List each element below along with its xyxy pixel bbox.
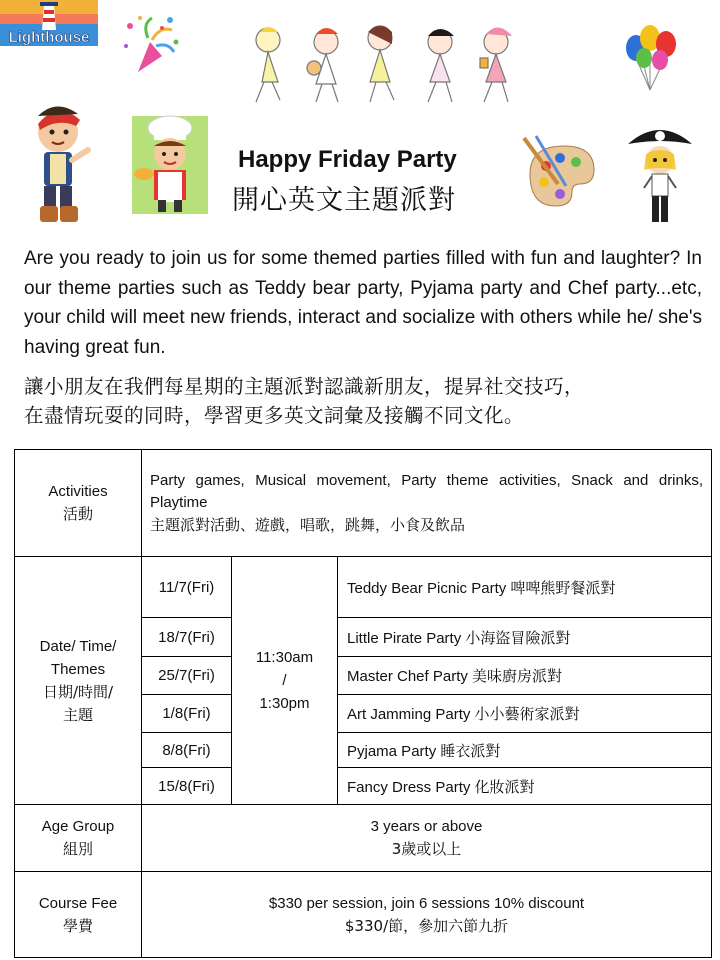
pirate-boy-illustration [24, 102, 98, 226]
schedule-theme: Art Jamming Party 小小藝術家派對 [338, 695, 712, 733]
schedule-theme: Pyjama Party 睡衣派對 [338, 733, 712, 768]
activities-description: Party games, Musical movement, Party theme activities, Snack and drinks, Playtime 主題派對活動、遊戲，唱歌，跳舞，小食及飲品 [142, 450, 712, 557]
intro-chinese [24, 372, 714, 430]
age-group-label: Age Group 組別 [15, 805, 142, 872]
schedule-date: 8/8(Fri) [142, 733, 232, 768]
schedule-date: 18/7(Fri) [142, 618, 232, 657]
schedule-date: 15/8(Fri) [142, 768, 232, 805]
paint-palette-icon [520, 134, 596, 214]
age-group-value: 3 years or above 3歲或以上 [142, 805, 712, 872]
schedule-theme: Master Chef Party 美味廚房派對 [338, 657, 712, 695]
schedule-theme: Fancy Dress Party 化妝派對 [338, 768, 712, 805]
balloons-icon [616, 18, 684, 94]
logo-text: Lighthouse [8, 29, 90, 46]
course-fee-value: $330 per session, join 6 sessions 10% discount $330/節，參加六節九折 [142, 872, 712, 958]
chef-boy-illustration [128, 112, 212, 216]
intro-english: Are you ready to join us for some themed parties filled with fun and laughter? In our theme parties such as Teddy bear party, Pyjama party and Chef party...etc, your child will meet new friends, interact and socialize with others while he/ she's having great fun. [24, 248, 702, 358]
age-group-row [15, 805, 712, 872]
schedule-label: Date/ Time/ Themes 日期/時間/ 主題 [15, 557, 142, 805]
schedule-date: 11/7(Fri) [142, 557, 232, 618]
schedule-date: 25/7(Fri) [142, 657, 232, 695]
running-kids-illustration [240, 22, 540, 110]
schedule-date: 1/8(Fri) [142, 695, 232, 733]
course-fee-label: Course Fee 學費 [15, 872, 142, 958]
course-fee-row [15, 872, 712, 958]
schedule-row [15, 557, 712, 618]
schedule-theme: Teddy Bear Picnic Party 啤啤熊野餐派對 [338, 557, 712, 618]
activities-row [15, 450, 712, 557]
pirate-girl-illustration [624, 122, 696, 226]
course-info-table [14, 449, 712, 958]
intro-chinese-line-2: 在盡情玩耍的同時，學習更多英文詞彙及接觸不同文化。 [24, 404, 525, 427]
intro-chinese-line-1: 讓小朋友在我們每星期的主題派對認識新朋友，提昇社交技巧， [24, 375, 585, 398]
lighthouse-logo [0, 0, 98, 46]
title-chinese: 開心英文主題派對 [232, 185, 456, 216]
schedule-time: 11:30am / 1:30pm [232, 557, 338, 805]
title-english: Happy Friday Party [238, 146, 457, 173]
schedule-theme: Little Pirate Party 小海盜冒險派對 [338, 618, 712, 657]
activities-label: Activities 活動 [15, 450, 142, 557]
party-popper-icon [118, 12, 184, 78]
